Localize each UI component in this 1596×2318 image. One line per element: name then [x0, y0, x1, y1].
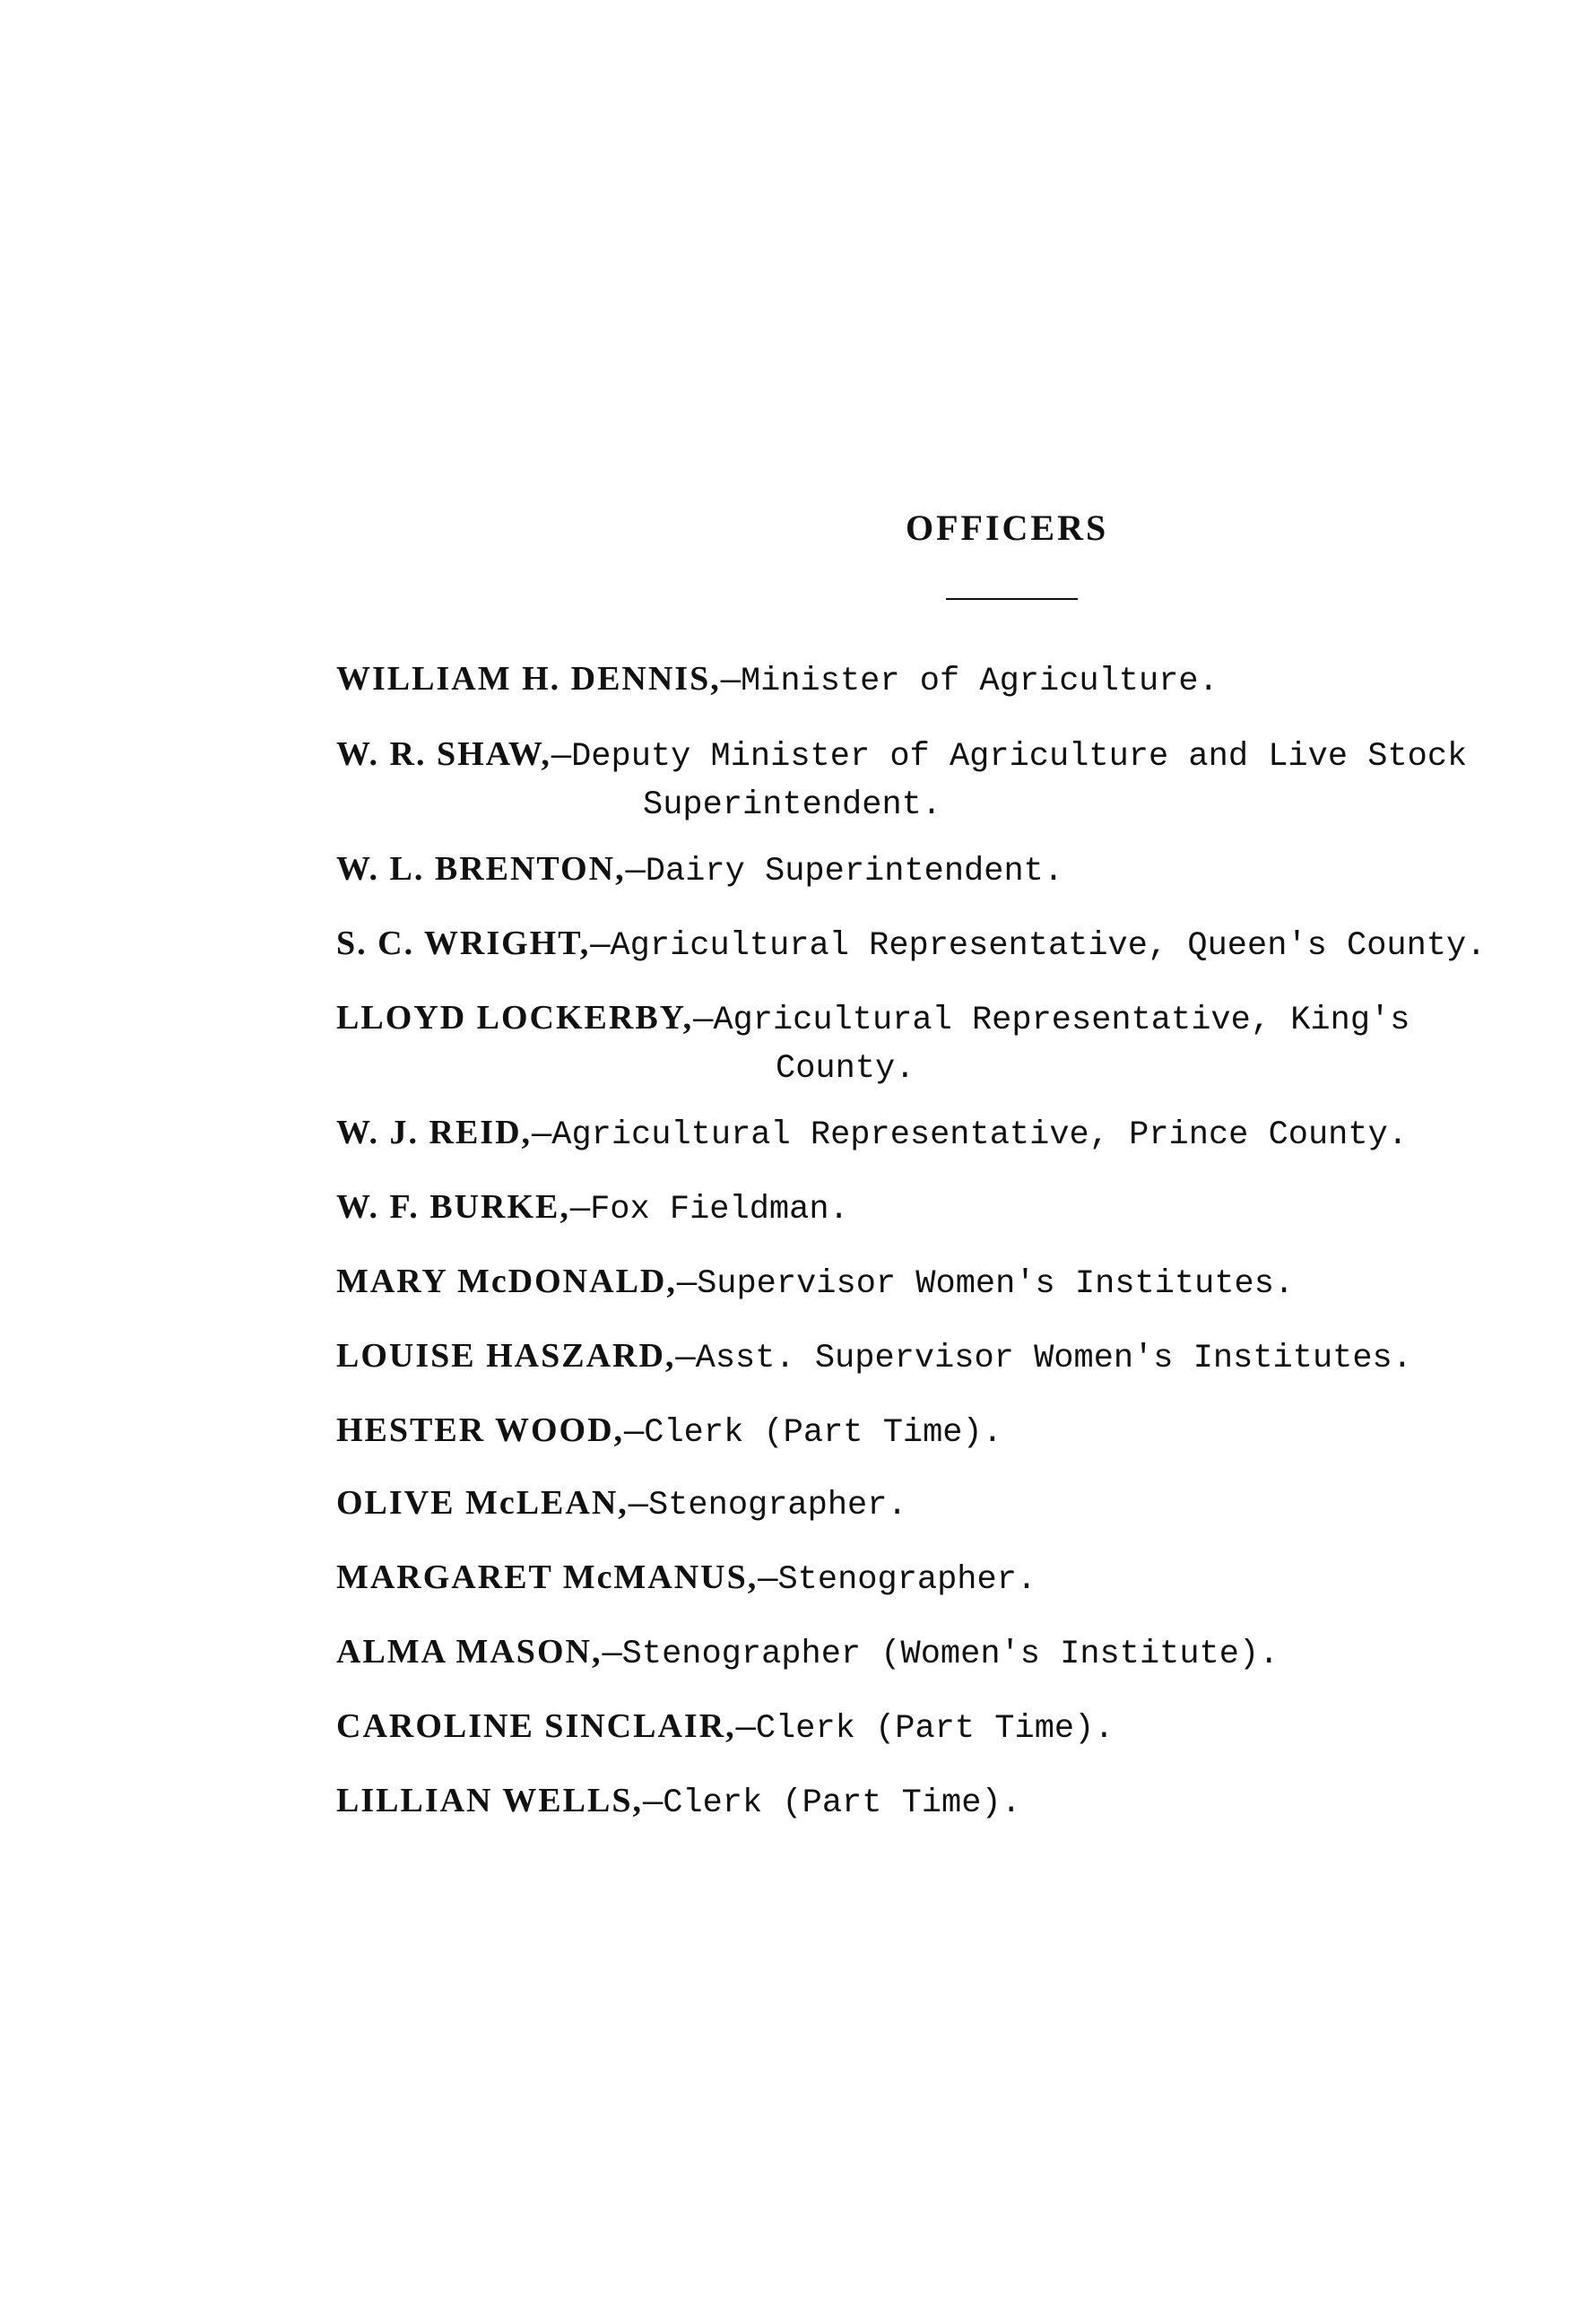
officer-role-continuation: County.: [776, 1050, 915, 1088]
officer-name: HESTER WOOD,: [336, 1411, 625, 1449]
officer-entry: [336, 1336, 1538, 1377]
officer-role: —Deputy Minister of Agriculture and Live Stock: [551, 738, 1468, 776]
officer-role: —Asst. Supervisor Women's Institutes.: [675, 1340, 1412, 1377]
officer-name: LOUISE HASZARD,: [336, 1337, 676, 1375]
officer-role: —Dairy Superintendent.: [625, 853, 1064, 890]
officer-entry: [336, 1632, 1538, 1673]
officer-role: —Minister of Agriculture.: [720, 663, 1219, 700]
heading-rule: [946, 598, 1078, 600]
officer-name: LLOYD LOCKERBY,: [336, 999, 694, 1037]
officer-role: —Fox Fieldman.: [569, 1191, 849, 1228]
officer-name: CAROLINE SINCLAIR,: [336, 1707, 736, 1745]
officer-role: —Clerk (Part Time).: [735, 1710, 1115, 1748]
officer-role: —Agricultural Representative, Prince County.: [532, 1116, 1408, 1154]
officer-entry: [336, 1781, 1538, 1822]
officer-entry: [336, 1706, 1538, 1748]
officer-entry: [336, 1558, 1538, 1599]
officer-entry: [336, 659, 1538, 700]
officer-entry: [336, 924, 1538, 965]
officer-entry: [336, 734, 1538, 824]
officer-name: S. C. WRIGHT,: [336, 925, 591, 962]
officer-entry: [336, 1113, 1538, 1154]
officer-entry: [336, 1262, 1538, 1303]
officer-entry: [336, 998, 1538, 1088]
officer-role-continuation: Superintendent.: [643, 786, 942, 824]
officer-name: ALMA MASON,: [336, 1633, 603, 1671]
officer-name: OLIVE McLEAN,: [336, 1484, 629, 1522]
officer-role: —Supervisor Women's Institutes.: [676, 1265, 1295, 1303]
officer-name: W. L. BRENTON,: [336, 850, 626, 888]
officer-role: —Agricultural Representative, Queen's County.: [590, 927, 1487, 965]
officer-role: —Stenographer (Women's Institute).: [602, 1636, 1279, 1673]
officer-name: WILLIAM H. DENNIS,: [336, 660, 721, 698]
officer-entry: [336, 849, 1538, 890]
officer-role: —Agricultural Representative, King's: [693, 1002, 1410, 1039]
officer-role: —Stenographer.: [758, 1561, 1037, 1599]
officer-entry: [336, 1411, 1538, 1452]
officer-role: —Clerk (Part Time).: [642, 1784, 1021, 1822]
officer-role: —Clerk (Part Time).: [624, 1414, 1002, 1452]
officer-name: LILLIAN WELLS,: [336, 1782, 643, 1819]
officer-name: MARGARET McMANUS,: [336, 1558, 759, 1596]
officer-entry: [336, 1187, 1538, 1228]
officer-name: W. R. SHAW,: [336, 735, 551, 773]
officer-name: MARY McDONALD,: [336, 1263, 677, 1300]
page-heading: OFFICERS: [906, 508, 1109, 548]
officer-role: —Stenographer.: [628, 1487, 907, 1524]
officer-name: W. J. REID,: [336, 1114, 533, 1151]
officer-entry: [336, 1483, 1538, 1524]
officer-name: W. F. BURKE,: [336, 1188, 570, 1226]
